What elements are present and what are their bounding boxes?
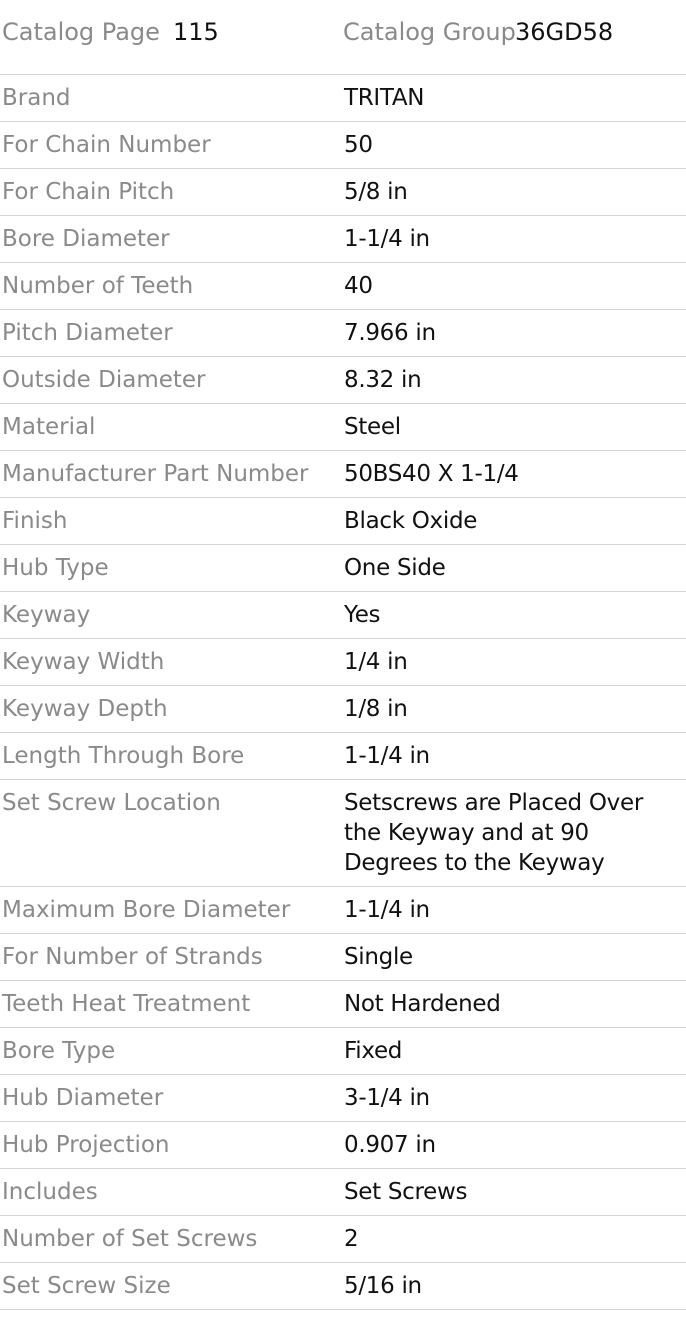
spec-row	[0, 545, 686, 592]
spec-label: Material	[2, 414, 96, 440]
spec-label: Number of Set Screws	[2, 1226, 258, 1252]
spec-label: Maximum Bore Diameter	[2, 897, 291, 923]
spec-label: Outside Diameter	[2, 367, 206, 393]
spec-label: Set Screw Location	[2, 790, 221, 816]
spec-value: 0.907 in	[344, 1132, 436, 1158]
spec-label: For Chain Pitch	[2, 179, 175, 205]
spec-row	[0, 733, 686, 780]
spec-label: Manufacturer Part Number	[2, 461, 309, 487]
spec-value: One Side	[344, 555, 446, 581]
spec-value: Black Oxide	[344, 508, 478, 534]
spec-row	[0, 780, 686, 887]
spec-row	[0, 498, 686, 545]
spec-value: 50	[344, 132, 373, 158]
spec-row	[0, 934, 686, 981]
spec-row	[0, 592, 686, 639]
spec-value: 7.966 in	[344, 320, 436, 346]
spec-row	[0, 310, 686, 357]
spec-table	[0, 75, 686, 1310]
spec-value: 8.32 in	[344, 367, 422, 393]
spec-value: Setscrews are Placed Over the Keyway and at 90 Degrees to the Keyway	[344, 790, 643, 876]
spec-label: Bore Diameter	[2, 226, 170, 252]
spec-label: Hub Projection	[2, 1132, 170, 1158]
spec-row	[0, 216, 686, 263]
spec-value: 1/4 in	[344, 649, 408, 675]
spec-value: Not Hardened	[344, 991, 501, 1017]
spec-value: TRITAN	[344, 85, 425, 111]
spec-row	[0, 1263, 686, 1310]
spec-row	[0, 263, 686, 310]
spec-label: Hub Diameter	[2, 1085, 164, 1111]
spec-label: Pitch Diameter	[2, 320, 173, 346]
spec-label: Keyway	[2, 602, 91, 628]
spec-value: 1-1/4 in	[344, 226, 430, 252]
spec-row	[0, 169, 686, 216]
spec-label: Keyway Width	[2, 649, 165, 675]
spec-label: Keyway Depth	[2, 696, 168, 722]
spec-row	[0, 1075, 686, 1122]
spec-label: Brand	[2, 85, 71, 111]
spec-label: Finish	[2, 508, 68, 534]
spec-label: Number of Teeth	[2, 273, 194, 299]
spec-label: Includes	[2, 1179, 98, 1205]
spec-label: Teeth Heat Treatment	[2, 991, 251, 1017]
spec-value: 5/8 in	[344, 179, 408, 205]
catalog-header	[0, 0, 686, 75]
spec-row	[0, 639, 686, 686]
catalog-group-label: Catalog Group	[343, 18, 516, 46]
spec-value: Single	[344, 944, 413, 970]
spec-value: Fixed	[344, 1038, 403, 1064]
spec-value: 2	[344, 1226, 359, 1252]
spec-value: Yes	[344, 602, 381, 628]
spec-row	[0, 75, 686, 122]
spec-row	[0, 686, 686, 733]
spec-row	[0, 1216, 686, 1263]
catalog-page-value: 115	[173, 18, 219, 46]
spec-row	[0, 404, 686, 451]
spec-label: Bore Type	[2, 1038, 116, 1064]
spec-row	[0, 122, 686, 169]
catalog-group-value: 36GD58	[515, 18, 614, 46]
spec-value: Set Screws	[344, 1179, 468, 1205]
spec-value: 50BS40 X 1-1/4	[344, 461, 519, 487]
spec-row	[0, 1122, 686, 1169]
spec-value: Steel	[344, 414, 401, 440]
spec-label: Length Through Bore	[2, 743, 245, 769]
spec-label: For Chain Number	[2, 132, 211, 158]
spec-value: 1/8 in	[344, 696, 408, 722]
spec-row	[0, 887, 686, 934]
spec-row	[0, 1028, 686, 1075]
spec-row	[0, 357, 686, 404]
spec-value: 5/16 in	[344, 1273, 422, 1299]
spec-row	[0, 1169, 686, 1216]
spec-row	[0, 451, 686, 498]
spec-value: 1-1/4 in	[344, 897, 430, 923]
spec-label: Set Screw Size	[2, 1273, 171, 1299]
spec-value: 40	[344, 273, 373, 299]
spec-value: 3-1/4 in	[344, 1085, 430, 1111]
spec-row	[0, 981, 686, 1028]
spec-label: For Number of Strands	[2, 944, 263, 970]
spec-value: 1-1/4 in	[344, 743, 430, 769]
catalog-page-label: Catalog Page	[2, 18, 160, 46]
spec-label: Hub Type	[2, 555, 109, 581]
